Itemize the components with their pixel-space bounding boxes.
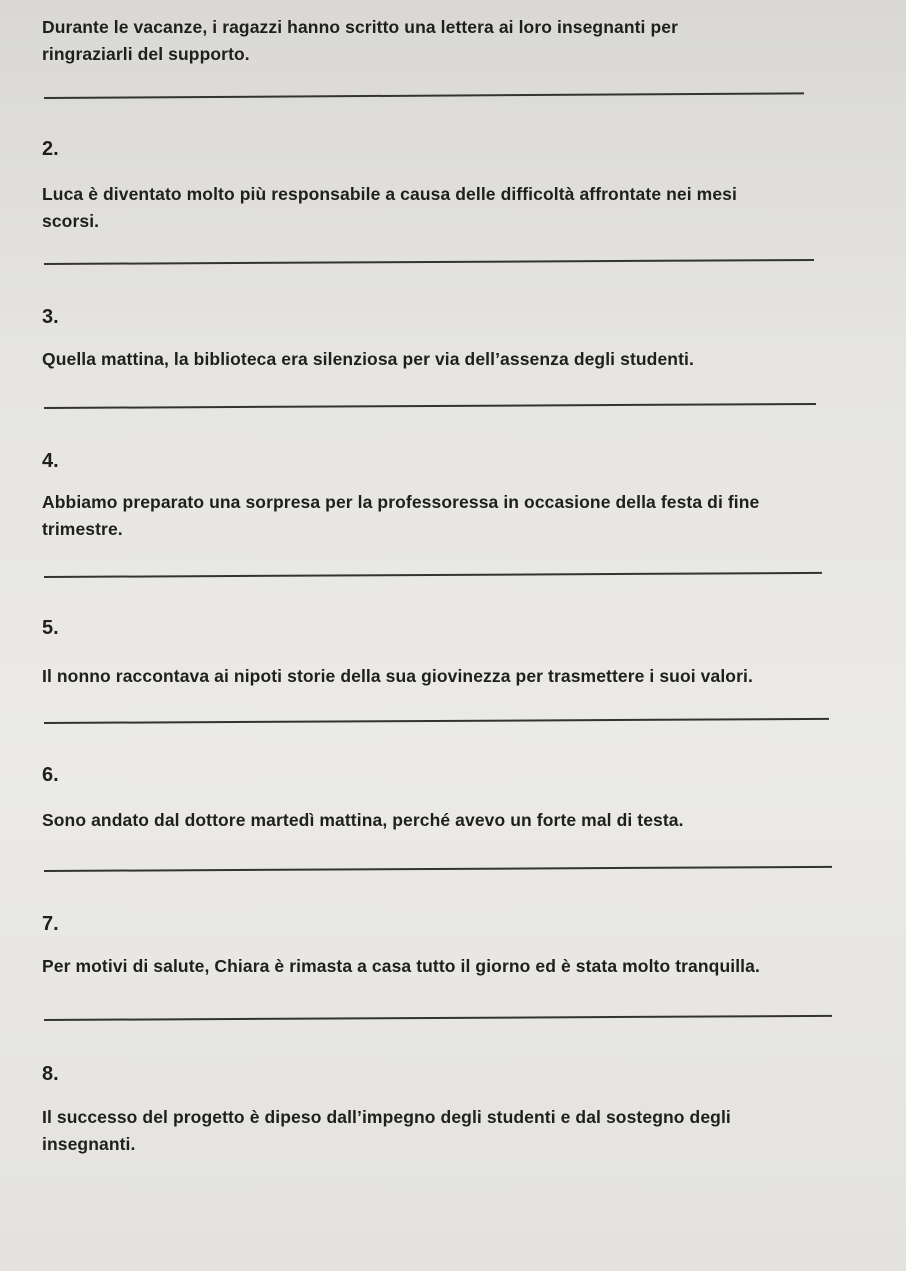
sentence-6 — [42, 807, 684, 834]
sentence-2-line-1: Luca è diventato molto più responsabile a causa delle difficoltà affrontate nei mesi — [42, 184, 737, 204]
item-number-5: 5. — [42, 617, 59, 639]
item-number-7: 7. — [42, 913, 59, 935]
sentence-1-line-2: ringraziarli del supporto. — [42, 44, 250, 64]
sentence-8 — [42, 1104, 731, 1158]
item-number-4: 4. — [42, 450, 59, 472]
sentence-1-line-1: Durante le vacanze, i ragazzi hanno scritto una lettera ai loro insegnanti per — [42, 17, 679, 37]
item-number-6: 6. — [42, 764, 59, 786]
sentence-4-line-2: trimestre. — [42, 519, 123, 539]
answer-line-6[interactable] — [44, 866, 832, 872]
sentence-7 — [42, 953, 760, 980]
answer-line-3[interactable] — [44, 403, 816, 409]
answer-line-1[interactable] — [44, 92, 804, 98]
item-number-2: 2. — [42, 138, 59, 160]
sentence-5 — [42, 663, 753, 690]
sentence-3-line-1: Quella mattina, la biblioteca era silenziosa per via dell’assenza degli studenti. — [42, 349, 694, 369]
sentence-4 — [42, 489, 759, 543]
sentence-5-line-1: Il nonno raccontava ai nipoti storie della sua giovinezza per trasmettere i suoi valori. — [42, 666, 753, 686]
answer-line-2[interactable] — [44, 259, 814, 265]
item-number-8: 8. — [42, 1063, 59, 1085]
sentence-4-line-1: Abbiamo preparato una sorpresa per la professoressa in occasione della festa di fine — [42, 492, 760, 512]
sentence-3 — [42, 346, 694, 373]
sentence-1 — [42, 14, 678, 68]
answer-line-4[interactable] — [44, 572, 822, 578]
sentence-2 — [42, 181, 737, 235]
sentence-7-line-1: Per motivi di salute, Chiara è rimasta a casa tutto il giorno ed è stata molto tranquilla. — [42, 956, 760, 976]
answer-line-7[interactable] — [44, 1015, 832, 1021]
sentence-8-line-1: Il successo del progetto è dipeso dall’impegno degli studenti e dal sostegno degli — [42, 1107, 731, 1127]
answer-line-5[interactable] — [44, 718, 829, 724]
sentence-2-line-2: scorsi. — [42, 211, 100, 231]
sentence-8-line-2: insegnanti. — [42, 1134, 136, 1154]
item-number-3: 3. — [42, 306, 59, 328]
sentence-6-line-1: Sono andato dal dottore martedì mattina, perché avevo un forte mal di testa. — [42, 810, 684, 830]
